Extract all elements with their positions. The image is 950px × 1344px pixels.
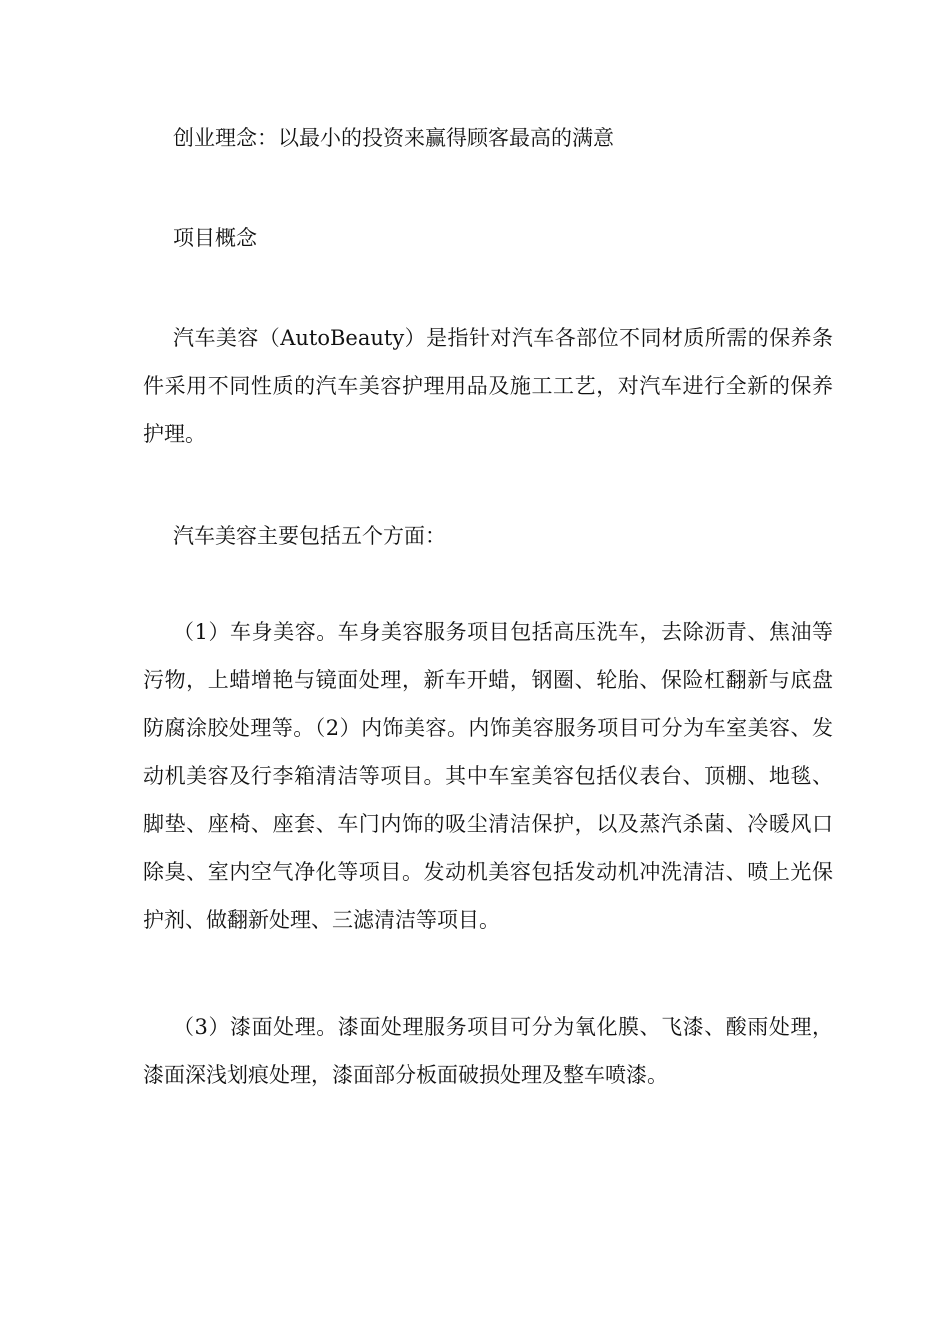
project-concept-heading: 项目概念 xyxy=(173,226,257,250)
auto-beauty-definition-paragraph: 汽车美容（AutoBeauty）是指针对汽车各部位不同材质所需的保养条件采用不同性质的汽车美容护理用品及施工工艺，对汽车进行全新的保养护理。 xyxy=(143,326,833,446)
business-philosophy-paragraph: 创业理念：以最小的投资来赢得顾客最高的满意 xyxy=(173,126,614,150)
body-and-interior-beauty-paragraph: （1）车身美容。车身美容服务项目包括高压洗车，去除沥青、焦油等污物，上蜡增艳与镜面处理，新车开蜡，钢圈、轮胎、保险杠翻新与底盘防腐涂胶处理等。（2）内饰美容。内饰美容服务项目可分为车室美容、发动机美容及行李箱清洁等项目。其中车室美容包括仪表台、顶棚、地毯、脚垫、座椅、座套、车门内饰的吸尘清洁保护，以及蒸汽杀菌、冷暖风口除臭、室内空气净化等项目。发动机美容包括发动机冲洗清洁、喷上光保护剂、做翻新处理、三滤清洁等项目。 xyxy=(143,620,833,932)
paint-treatment-paragraph: （3）漆面处理。漆面处理服务项目可分为氧化膜、飞漆、酸雨处理，漆面深浅划痕处理，漆面部分板面破损处理及整车喷漆。 xyxy=(143,1015,833,1087)
five-aspects-intro-paragraph: 汽车美容主要包括五个方面： xyxy=(173,524,446,548)
